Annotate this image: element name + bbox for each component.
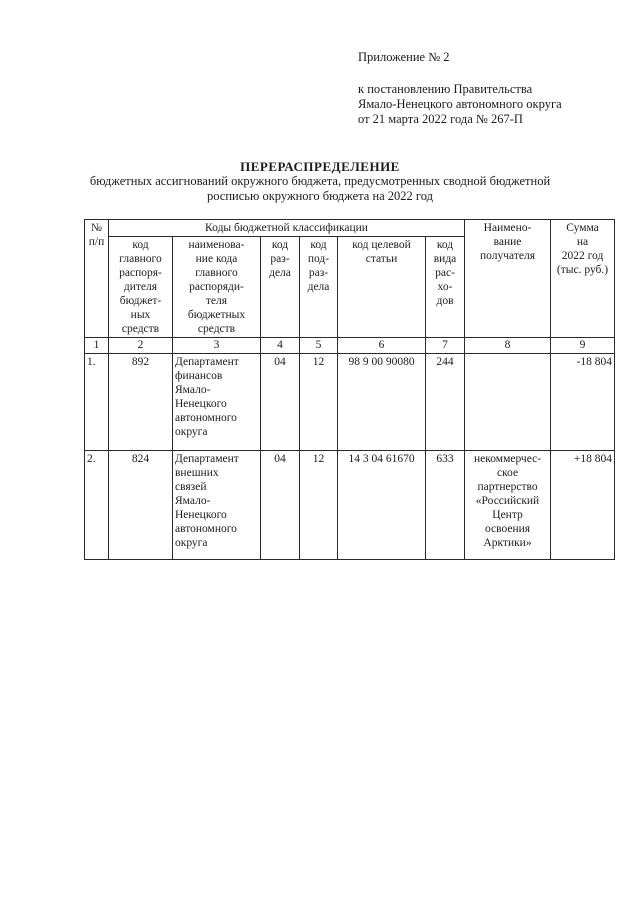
header-recipient: Наимено- вание получателя <box>465 220 551 338</box>
col-number: 7 <box>426 338 465 354</box>
header-target: код целевой статьи <box>338 237 426 338</box>
col-number: 8 <box>465 338 551 354</box>
table-row <box>85 354 615 451</box>
header-section: код раз- дела <box>261 237 300 338</box>
table-row <box>85 451 615 560</box>
subtitle-line-1: бюджетных ассигнований окружного бюджета, предусмотренных сводной бюджетной <box>89 174 551 188</box>
row-num: 1. <box>85 354 109 451</box>
appendix-block <box>358 50 562 127</box>
row-section: 04 <box>261 451 300 560</box>
row-subsection: 12 <box>300 451 338 560</box>
header-codes-group: Коды бюджетной классификации <box>109 220 465 237</box>
header-expense-type: код вида рас- хо- дов <box>426 237 465 338</box>
header-main-admin-name: наименова- ние кода главного распоряди- теля бюджетных средств <box>173 237 261 338</box>
col-number: 5 <box>300 338 338 354</box>
col-number: 3 <box>173 338 261 354</box>
col-number: 4 <box>261 338 300 354</box>
header-row-top <box>85 220 615 237</box>
subtitle-line-2: росписью окружного бюджета на 2022 год <box>207 189 433 203</box>
header-num: № п/п <box>85 220 109 338</box>
col-number: 2 <box>109 338 173 354</box>
row-expense-type: 244 <box>426 354 465 451</box>
row-main-admin-name: Департамент внешних связей Ямало- Ненецкого автономного округа <box>173 451 261 560</box>
column-numbers-row <box>85 338 615 354</box>
appendix-date-line: от 21 марта 2022 года № 267-П <box>358 112 523 126</box>
row-target: 14 3 04 61670 <box>338 451 426 560</box>
document-title: ПЕРЕРАСПРЕДЕЛЕНИЕ <box>240 159 400 174</box>
row-section: 04 <box>261 354 300 451</box>
budget-table <box>84 219 615 560</box>
row-subsection: 12 <box>300 354 338 451</box>
row-num: 2. <box>85 451 109 560</box>
header-amount: Сумма на 2022 год (тыс. руб.) <box>551 220 615 338</box>
appendix-number: Приложение № 2 <box>358 50 450 64</box>
row-amount: -18 804 <box>551 354 615 451</box>
row-main-admin-code: 824 <box>109 451 173 560</box>
row-target: 98 9 00 90080 <box>338 354 426 451</box>
row-main-admin-code: 892 <box>109 354 173 451</box>
col-number: 1 <box>85 338 109 354</box>
row-recipient: некоммерчес- ское партнерство «Российский Центр освоения Арктики» <box>465 451 551 560</box>
header-main-admin-code: код главного распоря- дителя бюджет- ных средств <box>109 237 173 338</box>
row-amount: +18 804 <box>551 451 615 560</box>
row-expense-type: 633 <box>426 451 465 560</box>
col-number: 9 <box>551 338 615 354</box>
header-subsection: код под- раз- дела <box>300 237 338 338</box>
col-number: 6 <box>338 338 426 354</box>
appendix-region-line: Ямало-Ненецкого автономного округа <box>358 97 562 111</box>
row-recipient <box>465 354 551 451</box>
appendix-resolution-line: к постановлению Правительства <box>358 82 533 96</box>
row-main-admin-name: Департамент финансов Ямало- Ненецкого автономного округа <box>173 354 261 451</box>
document-subtitle <box>0 174 640 204</box>
